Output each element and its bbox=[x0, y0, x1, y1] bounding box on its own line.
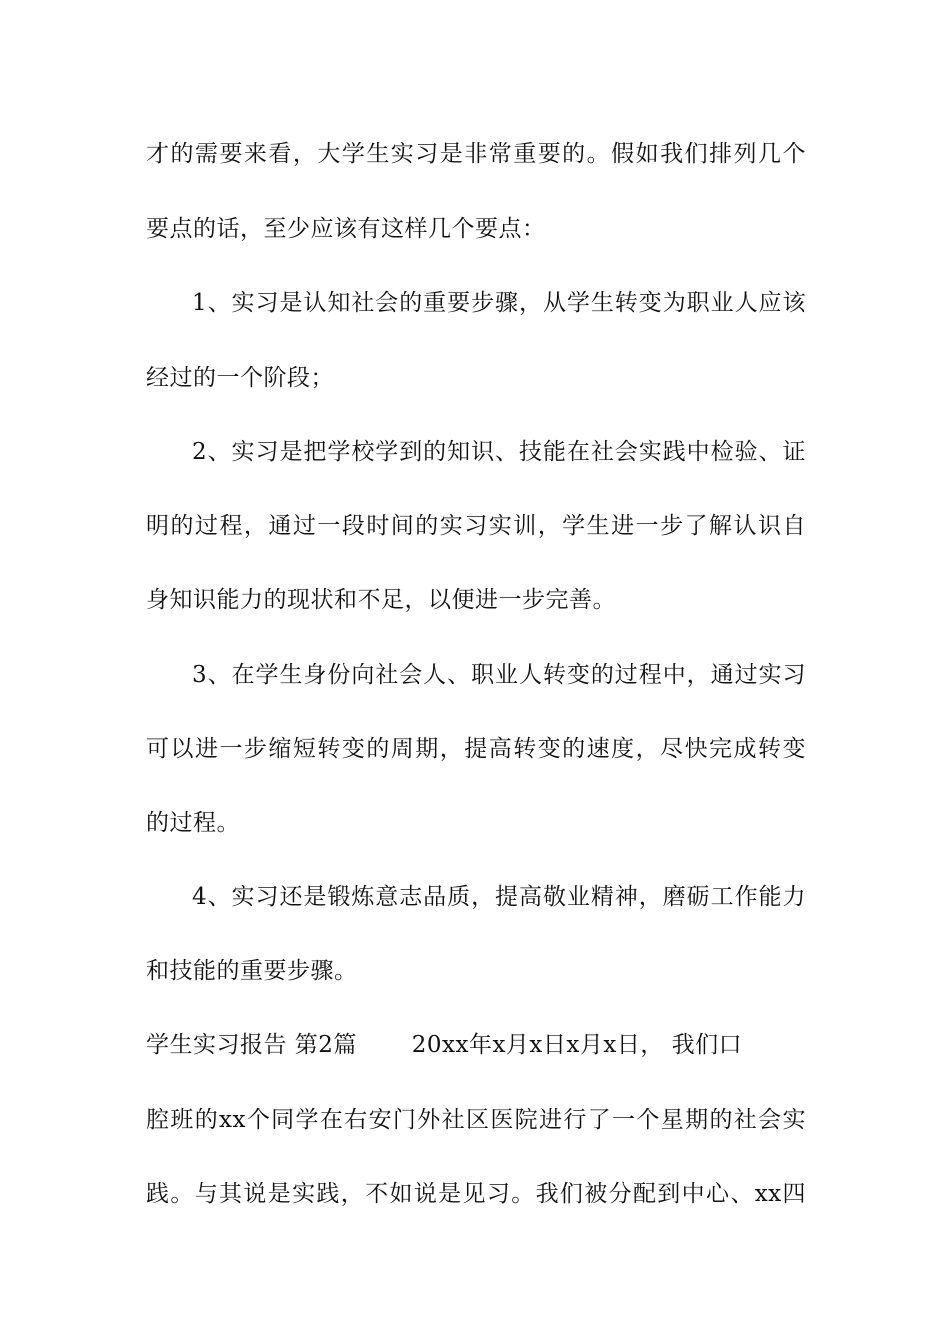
text-line: 才的需要来看，大学生实习是非常重要的。假如我们排列几个 bbox=[146, 141, 806, 167]
list-item-3-line: 3、在学生身份向社会人、职业人转变的过程中，通过实习 bbox=[192, 662, 806, 688]
text-line: 要点的话，至少应该有这样几个要点： bbox=[146, 216, 546, 242]
section-heading-line: 学生实习报告 第2篇 20xx年x月x日x月x日， 我们口 bbox=[146, 1032, 743, 1058]
list-item-4-line: 4、实习还是锻炼意志品质，提高敬业精神，磨砺工作能力 bbox=[192, 884, 806, 910]
text-line: 身知识能力的现状和不足，以便进一步完善。 bbox=[146, 587, 616, 613]
list-item-1-line: 1、实习是认知社会的重要步骤，从学生转变为职业人应该 bbox=[192, 290, 806, 316]
text-line: 的过程。 bbox=[146, 810, 240, 836]
text-line: 和技能的重要步骤。 bbox=[146, 958, 358, 984]
text-line: 明的过程，通过一段时间的实习实训，学生进一步了解认识自 bbox=[146, 513, 806, 539]
text-line: 践。与其说是实践，不如说是见习。我们被分配到中心、xx四 bbox=[146, 1181, 806, 1207]
list-item-2-line: 2、实习是把学校学到的知识、技能在社会实践中检验、证 bbox=[192, 439, 806, 465]
text-line: 可以进一步缩短转变的周期，提高转变的速度，尽快完成转变 bbox=[146, 736, 806, 762]
text-line: 腔班的xx个同学在右安门外社区医院进行了一个星期的社会实 bbox=[146, 1107, 806, 1133]
text-line: 经过的一个阶段； bbox=[146, 365, 334, 391]
